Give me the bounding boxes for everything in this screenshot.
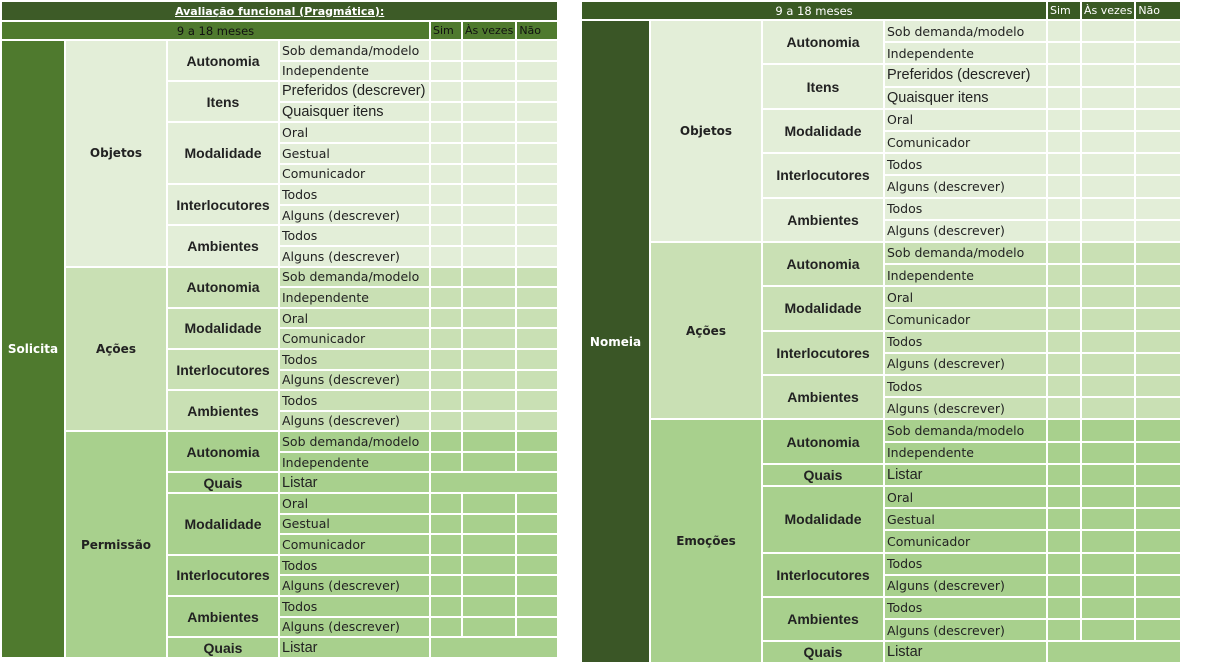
answer-cell-as-vezes[interactable] <box>1082 88 1134 108</box>
answer-cell-sim[interactable] <box>431 391 461 410</box>
item-label: Todos <box>280 391 429 410</box>
age-range-header: 9 a 18 meses <box>2 22 429 39</box>
item-label: Alguns (descrever) <box>280 618 429 637</box>
column-header-nao: Não <box>517 22 557 39</box>
answer-cell-as-vezes[interactable] <box>463 515 515 534</box>
answer-cell-sim[interactable] <box>1048 287 1080 307</box>
item-label: Listar <box>280 473 429 492</box>
item-label: Alguns (descrever) <box>885 576 1046 596</box>
category-label: Objetos <box>651 21 761 241</box>
answer-cell-sim[interactable] <box>431 226 461 245</box>
answer-cell-as-vezes[interactable] <box>463 165 515 184</box>
item-label: Listar <box>885 642 1046 662</box>
criterion-label: Itens <box>168 82 278 121</box>
criterion-label: Quais <box>763 465 883 485</box>
answer-cell-as-vezes[interactable] <box>1082 154 1134 174</box>
item-label: Sob demanda/modelo <box>885 21 1046 41</box>
answer-cell-as-vezes[interactable] <box>1082 376 1134 396</box>
list-answer-field[interactable] <box>1048 642 1180 662</box>
item-label: Comunicador <box>280 165 429 184</box>
item-label: Independente <box>885 265 1046 285</box>
answer-cell-as-vezes[interactable] <box>463 103 515 122</box>
answer-cell-as-vezes[interactable] <box>1082 199 1134 219</box>
item-label: Comunicador <box>885 132 1046 152</box>
answer-cell-sim[interactable] <box>1048 21 1080 41</box>
item-label: Comunicador <box>885 309 1046 329</box>
answer-cell-sim[interactable] <box>1048 376 1080 396</box>
item-label: Oral <box>885 110 1046 130</box>
answer-cell-nao[interactable] <box>517 556 557 575</box>
criterion-label: Modalidade <box>763 487 883 552</box>
answer-cell-as-vezes[interactable] <box>1082 132 1134 152</box>
answer-cell-sim[interactable] <box>1048 598 1080 618</box>
answer-cell-as-vezes[interactable] <box>463 618 515 637</box>
item-label: Alguns (descrever) <box>280 371 429 390</box>
answer-cell-sim[interactable] <box>431 165 461 184</box>
answer-cell-as-vezes[interactable] <box>463 41 515 60</box>
category-label: Ações <box>66 268 166 431</box>
item-label: Todos <box>885 554 1046 574</box>
item-label: Independente <box>280 453 429 472</box>
answer-cell-nao[interactable] <box>517 618 557 637</box>
answer-cell-sim[interactable] <box>1048 65 1080 85</box>
answer-cell-nao[interactable] <box>517 123 557 142</box>
answer-cell-sim[interactable] <box>431 82 461 101</box>
answer-cell-as-vezes[interactable] <box>1082 265 1134 285</box>
answer-cell-sim[interactable] <box>431 185 461 204</box>
answer-cell-as-vezes[interactable] <box>1082 554 1134 574</box>
answer-cell-nao[interactable] <box>1136 221 1180 241</box>
item-label: Alguns (descrever) <box>280 247 429 266</box>
left-assessment-table <box>0 0 559 659</box>
answer-cell-sim[interactable] <box>1048 354 1080 374</box>
answer-cell-nao[interactable] <box>517 535 557 554</box>
criterion-label: Quais <box>763 642 883 662</box>
answer-cell-as-vezes[interactable] <box>1082 309 1134 329</box>
item-label: Todos <box>885 598 1046 618</box>
answer-cell-as-vezes[interactable] <box>463 288 515 307</box>
criterion-label: Interlocutores <box>168 556 278 595</box>
answer-cell-sim[interactable] <box>1048 332 1080 352</box>
answer-cell-as-vezes[interactable] <box>463 226 515 245</box>
criterion-label: Autonomia <box>763 243 883 285</box>
answer-cell-sim[interactable] <box>431 618 461 637</box>
function-label: Nomeia <box>582 21 649 662</box>
answer-cell-nao[interactable] <box>1136 132 1180 152</box>
answer-cell-as-vezes[interactable] <box>1082 221 1134 241</box>
criterion-label: Modalidade <box>168 123 278 183</box>
answer-cell-nao[interactable] <box>517 432 557 451</box>
answer-cell-as-vezes[interactable] <box>1082 531 1134 551</box>
item-label: Independente <box>280 288 429 307</box>
criterion-label: Itens <box>763 65 883 107</box>
answer-cell-as-vezes[interactable] <box>1082 110 1134 130</box>
answer-cell-nao[interactable] <box>1136 332 1180 352</box>
answer-cell-nao[interactable] <box>1136 531 1180 551</box>
criterion-label: Interlocutores <box>168 185 278 224</box>
answer-cell-sim[interactable] <box>1048 132 1080 152</box>
criterion-label: Quais <box>168 638 278 657</box>
answer-cell-sim[interactable] <box>1048 531 1080 551</box>
answer-cell-sim[interactable] <box>1048 309 1080 329</box>
answer-cell-nao[interactable] <box>1136 43 1180 63</box>
answer-cell-sim[interactable] <box>1048 265 1080 285</box>
answer-cell-sim[interactable] <box>431 329 461 348</box>
answer-cell-nao[interactable] <box>1136 576 1180 596</box>
item-label: Sob demanda/modelo <box>885 243 1046 263</box>
item-label: Alguns (descrever) <box>280 206 429 225</box>
answer-cell-as-vezes[interactable] <box>463 82 515 101</box>
answer-cell-sim[interactable] <box>1048 620 1080 640</box>
item-label: Alguns (descrever) <box>885 620 1046 640</box>
answer-cell-nao[interactable] <box>1136 154 1180 174</box>
answer-cell-nao[interactable] <box>1136 509 1180 529</box>
answer-cell-nao[interactable] <box>1136 110 1180 130</box>
answer-cell-sim[interactable] <box>1048 509 1080 529</box>
answer-cell-sim[interactable] <box>1048 221 1080 241</box>
answer-cell-nao[interactable] <box>1136 88 1180 108</box>
item-label: Preferidos (descrever) <box>280 82 429 101</box>
item-label: Oral <box>885 287 1046 307</box>
answer-cell-sim[interactable] <box>431 371 461 390</box>
answer-cell-as-vezes[interactable] <box>463 371 515 390</box>
criterion-label: Quais <box>168 473 278 492</box>
item-label: Preferidos (descrever) <box>885 65 1046 85</box>
answer-cell-nao[interactable] <box>1136 398 1180 418</box>
answer-cell-nao[interactable] <box>517 62 557 81</box>
answer-cell-nao[interactable] <box>517 576 557 595</box>
item-label: Todos <box>280 556 429 575</box>
answer-cell-sim[interactable] <box>431 206 461 225</box>
answer-cell-sim[interactable] <box>431 556 461 575</box>
answer-cell-as-vezes[interactable] <box>463 185 515 204</box>
column-header-sim: Sim <box>431 22 461 39</box>
answer-cell-sim[interactable] <box>431 123 461 142</box>
item-label: Todos <box>280 350 429 369</box>
item-label: Sob demanda/modelo <box>280 41 429 60</box>
answer-cell-as-vezes[interactable] <box>1082 354 1134 374</box>
answer-cell-nao[interactable] <box>517 597 557 616</box>
answer-cell-sim[interactable] <box>1048 154 1080 174</box>
item-label: Sob demanda/modelo <box>885 420 1046 440</box>
answer-cell-nao[interactable] <box>517 82 557 101</box>
answer-cell-sim[interactable] <box>431 41 461 60</box>
answer-cell-as-vezes[interactable] <box>1082 398 1134 418</box>
criterion-label: Autonomia <box>168 41 278 80</box>
criterion-label: Autonomia <box>168 432 278 471</box>
answer-cell-nao[interactable] <box>517 453 557 472</box>
answer-cell-as-vezes[interactable] <box>463 268 515 287</box>
criterion-label: Interlocutores <box>168 350 278 389</box>
answer-cell-as-vezes[interactable] <box>1082 176 1134 196</box>
answer-cell-sim[interactable] <box>431 309 461 328</box>
item-label: Todos <box>885 376 1046 396</box>
answer-cell-sim[interactable] <box>1048 110 1080 130</box>
criterion-label: Interlocutores <box>763 332 883 374</box>
answer-cell-nao[interactable] <box>517 103 557 122</box>
criterion-label: Ambientes <box>763 376 883 418</box>
answer-cell-sim[interactable] <box>431 103 461 122</box>
answer-cell-nao[interactable] <box>1136 443 1180 463</box>
answer-cell-nao[interactable] <box>1136 620 1180 640</box>
answer-cell-nao[interactable] <box>517 515 557 534</box>
answer-cell-as-vezes[interactable] <box>463 576 515 595</box>
answer-cell-sim[interactable] <box>431 288 461 307</box>
answer-cell-as-vezes[interactable] <box>463 453 515 472</box>
item-label: Comunicador <box>280 329 429 348</box>
answer-cell-sim[interactable] <box>1048 465 1080 485</box>
answer-cell-sim[interactable] <box>431 247 461 266</box>
answer-cell-nao[interactable] <box>517 144 557 163</box>
item-label: Oral <box>280 309 429 328</box>
answer-cell-nao[interactable] <box>1136 465 1180 485</box>
answer-cell-nao[interactable] <box>1136 376 1180 396</box>
answer-cell-sim[interactable] <box>1048 443 1080 463</box>
column-header-as-vezes: Às vezes <box>1084 4 1133 17</box>
age-range-header: 9 a 18 meses <box>582 2 1046 19</box>
answer-cell-sim[interactable] <box>1048 88 1080 108</box>
list-answer-field[interactable] <box>431 638 557 657</box>
answer-cell-nao[interactable] <box>1136 420 1180 440</box>
answer-cell-as-vezes[interactable] <box>1082 443 1134 463</box>
answer-cell-nao[interactable] <box>1136 176 1180 196</box>
answer-cell-as-vezes[interactable] <box>463 206 515 225</box>
answer-cell-nao[interactable] <box>517 350 557 369</box>
table-row <box>582 243 1180 263</box>
answer-cell-nao[interactable] <box>517 41 557 60</box>
answer-cell-as-vezes[interactable] <box>1082 465 1134 485</box>
answer-cell-nao[interactable] <box>517 247 557 266</box>
answer-cell-as-vezes[interactable] <box>463 556 515 575</box>
criterion-label: Autonomia <box>763 21 883 63</box>
answer-cell-sim[interactable] <box>1048 176 1080 196</box>
criterion-label: Modalidade <box>168 494 278 554</box>
answer-cell-as-vezes[interactable] <box>463 309 515 328</box>
criterion-label: Interlocutores <box>763 554 883 596</box>
answer-cell-nao[interactable] <box>1136 554 1180 574</box>
table-row <box>2 268 557 287</box>
answer-cell-as-vezes[interactable] <box>1082 332 1134 352</box>
criterion-label: Autonomia <box>168 268 278 307</box>
answer-cell-sim[interactable] <box>431 268 461 287</box>
answer-cell-nao[interactable] <box>1136 598 1180 618</box>
answer-cell-nao[interactable] <box>1136 487 1180 507</box>
item-label: Alguns (descrever) <box>280 412 429 431</box>
answer-cell-as-vezes[interactable] <box>463 597 515 616</box>
criterion-label: Interlocutores <box>763 154 883 196</box>
answer-cell-as-vezes[interactable] <box>463 247 515 266</box>
column-header-as-vezes: Às vezes <box>465 24 514 37</box>
item-label: Sob demanda/modelo <box>280 432 429 451</box>
answer-cell-sim[interactable] <box>1048 243 1080 263</box>
answer-cell-nao[interactable] <box>517 494 557 513</box>
column-header-nao: Não <box>1136 2 1180 19</box>
item-label: Independente <box>280 62 429 81</box>
answer-cell-nao[interactable] <box>1136 354 1180 374</box>
answer-cell-as-vezes[interactable] <box>463 329 515 348</box>
answer-cell-as-vezes[interactable] <box>1082 620 1134 640</box>
answer-cell-nao[interactable] <box>517 371 557 390</box>
answer-cell-nao[interactable] <box>517 268 557 287</box>
category-label: Permissão <box>66 432 166 657</box>
answer-cell-nao[interactable] <box>517 391 557 410</box>
answer-cell-as-vezes[interactable] <box>1082 487 1134 507</box>
answer-cell-nao[interactable] <box>1136 265 1180 285</box>
answer-cell-nao[interactable] <box>1136 21 1180 41</box>
answer-cell-sim[interactable] <box>431 453 461 472</box>
item-label: Gestual <box>885 509 1046 529</box>
answer-cell-nao[interactable] <box>517 412 557 431</box>
answer-cell-as-vezes[interactable] <box>463 62 515 81</box>
right-assessment-table-panel <box>580 0 1206 672</box>
answer-cell-sim[interactable] <box>431 62 461 81</box>
item-label: Alguns (descrever) <box>885 176 1046 196</box>
answer-cell-as-vezes[interactable] <box>463 391 515 410</box>
answer-cell-as-vezes[interactable] <box>1082 576 1134 596</box>
category-label: Ações <box>651 243 761 419</box>
item-label: Comunicador <box>280 535 429 554</box>
answer-cell-sim[interactable] <box>1048 487 1080 507</box>
answer-cell-as-vezes[interactable] <box>1082 509 1134 529</box>
answer-cell-as-vezes[interactable] <box>1082 21 1134 41</box>
answer-cell-sim[interactable] <box>431 144 461 163</box>
answer-cell-sim[interactable] <box>431 350 461 369</box>
item-label: Oral <box>280 494 429 513</box>
criterion-label: Modalidade <box>763 287 883 329</box>
criterion-label: Modalidade <box>763 110 883 152</box>
item-label: Todos <box>280 185 429 204</box>
item-label: Todos <box>885 199 1046 219</box>
item-label: Alguns (descrever) <box>885 398 1046 418</box>
answer-cell-nao[interactable] <box>517 185 557 204</box>
answer-cell-sim[interactable] <box>1048 420 1080 440</box>
item-label: Gestual <box>280 515 429 534</box>
answer-cell-nao[interactable] <box>517 206 557 225</box>
item-label: Todos <box>885 332 1046 352</box>
answer-cell-as-vezes[interactable] <box>463 350 515 369</box>
answer-cell-nao[interactable] <box>517 226 557 245</box>
function-label: Solicita <box>2 41 64 657</box>
answer-cell-nao[interactable] <box>1136 287 1180 307</box>
criterion-label: Ambientes <box>763 598 883 640</box>
item-label: Comunicador <box>885 531 1046 551</box>
criterion-label: Autonomia <box>763 420 883 462</box>
item-label: Listar <box>885 465 1046 485</box>
answer-cell-sim[interactable] <box>431 412 461 431</box>
answer-cell-nao[interactable] <box>1136 65 1180 85</box>
answer-cell-sim[interactable] <box>1048 43 1080 63</box>
column-header-sim: Sim <box>1048 2 1080 19</box>
item-label: Independente <box>885 443 1046 463</box>
item-label: Sob demanda/modelo <box>280 268 429 287</box>
criterion-label: Modalidade <box>168 309 278 348</box>
item-label: Todos <box>280 226 429 245</box>
answer-cell-nao[interactable] <box>1136 199 1180 219</box>
item-label: Quaisquer itens <box>885 88 1046 108</box>
answer-cell-as-vezes[interactable] <box>1082 598 1134 618</box>
criterion-label: Ambientes <box>168 226 278 265</box>
answer-cell-sim[interactable] <box>431 576 461 595</box>
item-label: Todos <box>280 597 429 616</box>
answer-cell-nao[interactable] <box>1136 309 1180 329</box>
right-assessment-table <box>580 0 1182 664</box>
table-row <box>2 432 557 451</box>
answer-cell-as-vezes[interactable] <box>463 535 515 554</box>
answer-cell-as-vezes[interactable] <box>1082 420 1134 440</box>
answer-cell-nao[interactable] <box>1136 243 1180 263</box>
answer-cell-as-vezes[interactable] <box>1082 43 1134 63</box>
item-label: Independente <box>885 43 1046 63</box>
answer-cell-as-vezes[interactable] <box>1082 65 1134 85</box>
answer-cell-sim[interactable] <box>431 535 461 554</box>
item-label: Oral <box>280 123 429 142</box>
answer-cell-as-vezes[interactable] <box>1082 243 1134 263</box>
answer-cell-sim[interactable] <box>1048 199 1080 219</box>
item-label: Listar <box>280 638 429 657</box>
category-label: Objetos <box>66 41 166 266</box>
table-title: Avaliação funcional (Pragmática): <box>2 2 557 20</box>
category-label: Emoções <box>651 420 761 662</box>
left-assessment-table-panel <box>0 0 578 672</box>
table-row <box>2 41 557 60</box>
answer-cell-as-vezes[interactable] <box>463 432 515 451</box>
answer-cell-nao[interactable] <box>517 165 557 184</box>
item-label: Oral <box>885 487 1046 507</box>
answer-cell-as-vezes[interactable] <box>463 412 515 431</box>
answer-cell-sim[interactable] <box>431 515 461 534</box>
answer-cell-nao[interactable] <box>517 288 557 307</box>
answer-cell-as-vezes[interactable] <box>463 123 515 142</box>
answer-cell-sim[interactable] <box>431 432 461 451</box>
answer-cell-sim[interactable] <box>431 597 461 616</box>
answer-cell-sim[interactable] <box>1048 398 1080 418</box>
answer-cell-nao[interactable] <box>517 329 557 348</box>
item-label: Gestual <box>280 144 429 163</box>
criterion-label: Ambientes <box>168 391 278 430</box>
answer-cell-as-vezes[interactable] <box>463 144 515 163</box>
item-label: Alguns (descrever) <box>885 354 1046 374</box>
item-label: Todos <box>885 154 1046 174</box>
answer-cell-sim[interactable] <box>431 494 461 513</box>
list-answer-field[interactable] <box>431 473 557 492</box>
table-row <box>582 420 1180 440</box>
criterion-label: Ambientes <box>168 597 278 636</box>
answer-cell-nao[interactable] <box>517 309 557 328</box>
table-row <box>582 21 1180 41</box>
item-label: Alguns (descrever) <box>280 576 429 595</box>
answer-cell-as-vezes[interactable] <box>463 494 515 513</box>
answer-cell-as-vezes[interactable] <box>1082 287 1134 307</box>
answer-cell-sim[interactable] <box>1048 576 1080 596</box>
item-label: Quaisquer itens <box>280 103 429 122</box>
item-label: Alguns (descrever) <box>885 221 1046 241</box>
criterion-label: Ambientes <box>763 199 883 241</box>
answer-cell-sim[interactable] <box>1048 554 1080 574</box>
